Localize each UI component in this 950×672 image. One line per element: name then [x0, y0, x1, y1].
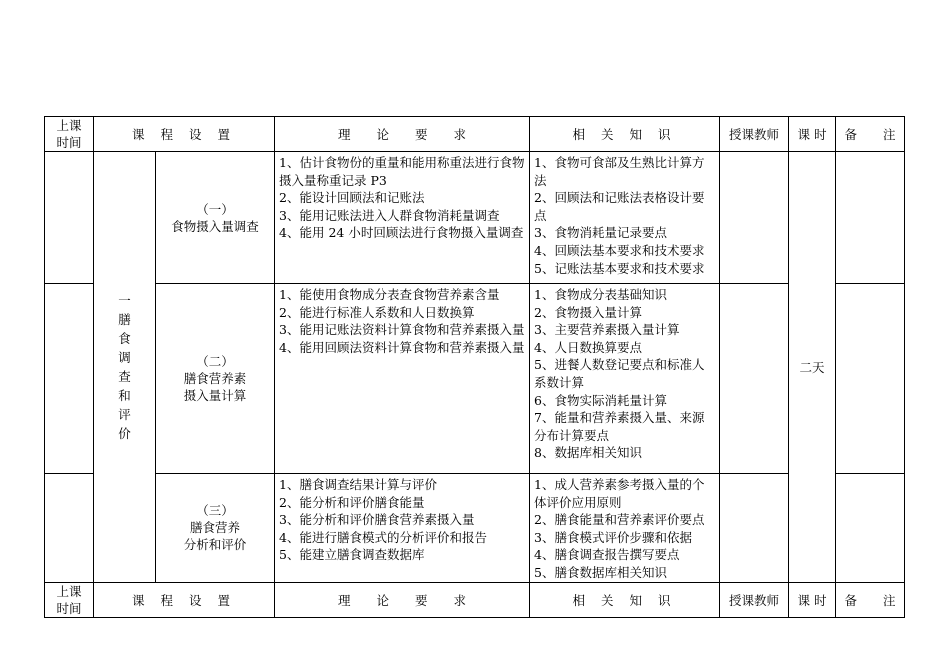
footer-class-time: 上课 时间 [45, 582, 94, 617]
section-title-1: （一） 食物摄入量调查 [156, 152, 275, 284]
remark-cell-2 [836, 284, 905, 474]
time-cell-3 [45, 474, 94, 583]
time-cell-1 [45, 152, 94, 284]
footer-row [45, 582, 905, 617]
section-row-3 [45, 474, 905, 583]
section-row-1 [45, 152, 905, 284]
header-course-setup: 课 程 设 置 [94, 117, 275, 152]
header-theory-requirements: 理 论 要 求 [275, 117, 530, 152]
header-hours: 课 时 [789, 117, 836, 152]
teacher-cell-2 [720, 284, 789, 474]
header-class-time: 上课 时间 [45, 117, 94, 152]
teacher-cell-1 [720, 152, 789, 284]
time-cell-2 [45, 284, 94, 474]
remark-cell-3 [836, 474, 905, 583]
knowledge-list-1: 1、食物可食部及生熟比计算方法 2、回顾法和记账法表格设计要点 3、食物消耗量记录要点 4、回顾法基本要求和技术要求 5、记账法基本要求和技术要求 [530, 152, 720, 284]
theory-list-1: 1、估计食物份的重量和能用称重法进行食物摄入量称重记录 P3 2、能设计回顾法和记账法 3、能用记账法进入人群食物消耗量调查 4、能用 24 小时回顾法进行食物摄入量调查 [275, 152, 530, 284]
footer-teacher: 授课教师 [720, 582, 789, 617]
knowledge-list-3: 1、成人营养素参考摄入量的个体评价应用原则 2、膳食能量和营养素评价要点 3、膳食模式评价步骤和依据 4、膳食调查报告撰写要点 5、膳食数据库相关知识 [530, 474, 720, 583]
footer-related-knowledge: 相 关 知 识 [530, 582, 720, 617]
remark-cell-1 [836, 152, 905, 284]
theory-list-3: 1、膳食调查结果计算与评价 2、能分析和评价膳食能量 3、能分析和评价膳食营养素摄入量 4、能进行膳食模式的分析评价和报告 5、能建立膳食调查数据库 [275, 474, 530, 583]
teacher-cell-3 [720, 474, 789, 583]
knowledge-list-2: 1、食物成分表基础知识 2、食物摄入量计算 3、主要营养素摄入量计算 4、人日数换算要点 5、进餐人数登记要点和标准人系数计算 6、食物实际消耗量计算 7、能量和营养素摄入量、来源分布计算要点 8、数据库相关知识 [530, 284, 720, 474]
header-remarks: 备 注 [836, 117, 905, 152]
header-related-knowledge: 相 关 知 识 [530, 117, 720, 152]
theory-list-2: 1、能使用食物成分表查食物营养素含量 2、能进行标准人系数和人日数换算 3、能用记账法资料计算食物和营养素摄入量 4、能用回顾法资料计算食物和营养素摄入量 [275, 284, 530, 474]
footer-remarks: 备 注 [836, 582, 905, 617]
hours-value: 二天 [789, 152, 836, 583]
footer-course-setup: 课 程 设 置 [94, 582, 275, 617]
footer-hours: 课 时 [789, 582, 836, 617]
section-row-2 [45, 284, 905, 474]
header-teacher: 授课教师 [720, 117, 789, 152]
section-title-3: （三） 膳食营养 分析和评价 [156, 474, 275, 583]
module-title: 一 膳 食 调 查 和 评 价 [94, 152, 156, 583]
header-row [45, 117, 905, 152]
footer-theory-requirements: 理 论 要 求 [275, 582, 530, 617]
curriculum-table [44, 116, 905, 618]
section-title-2: （二） 膳食营养素 摄入量计算 [156, 284, 275, 474]
